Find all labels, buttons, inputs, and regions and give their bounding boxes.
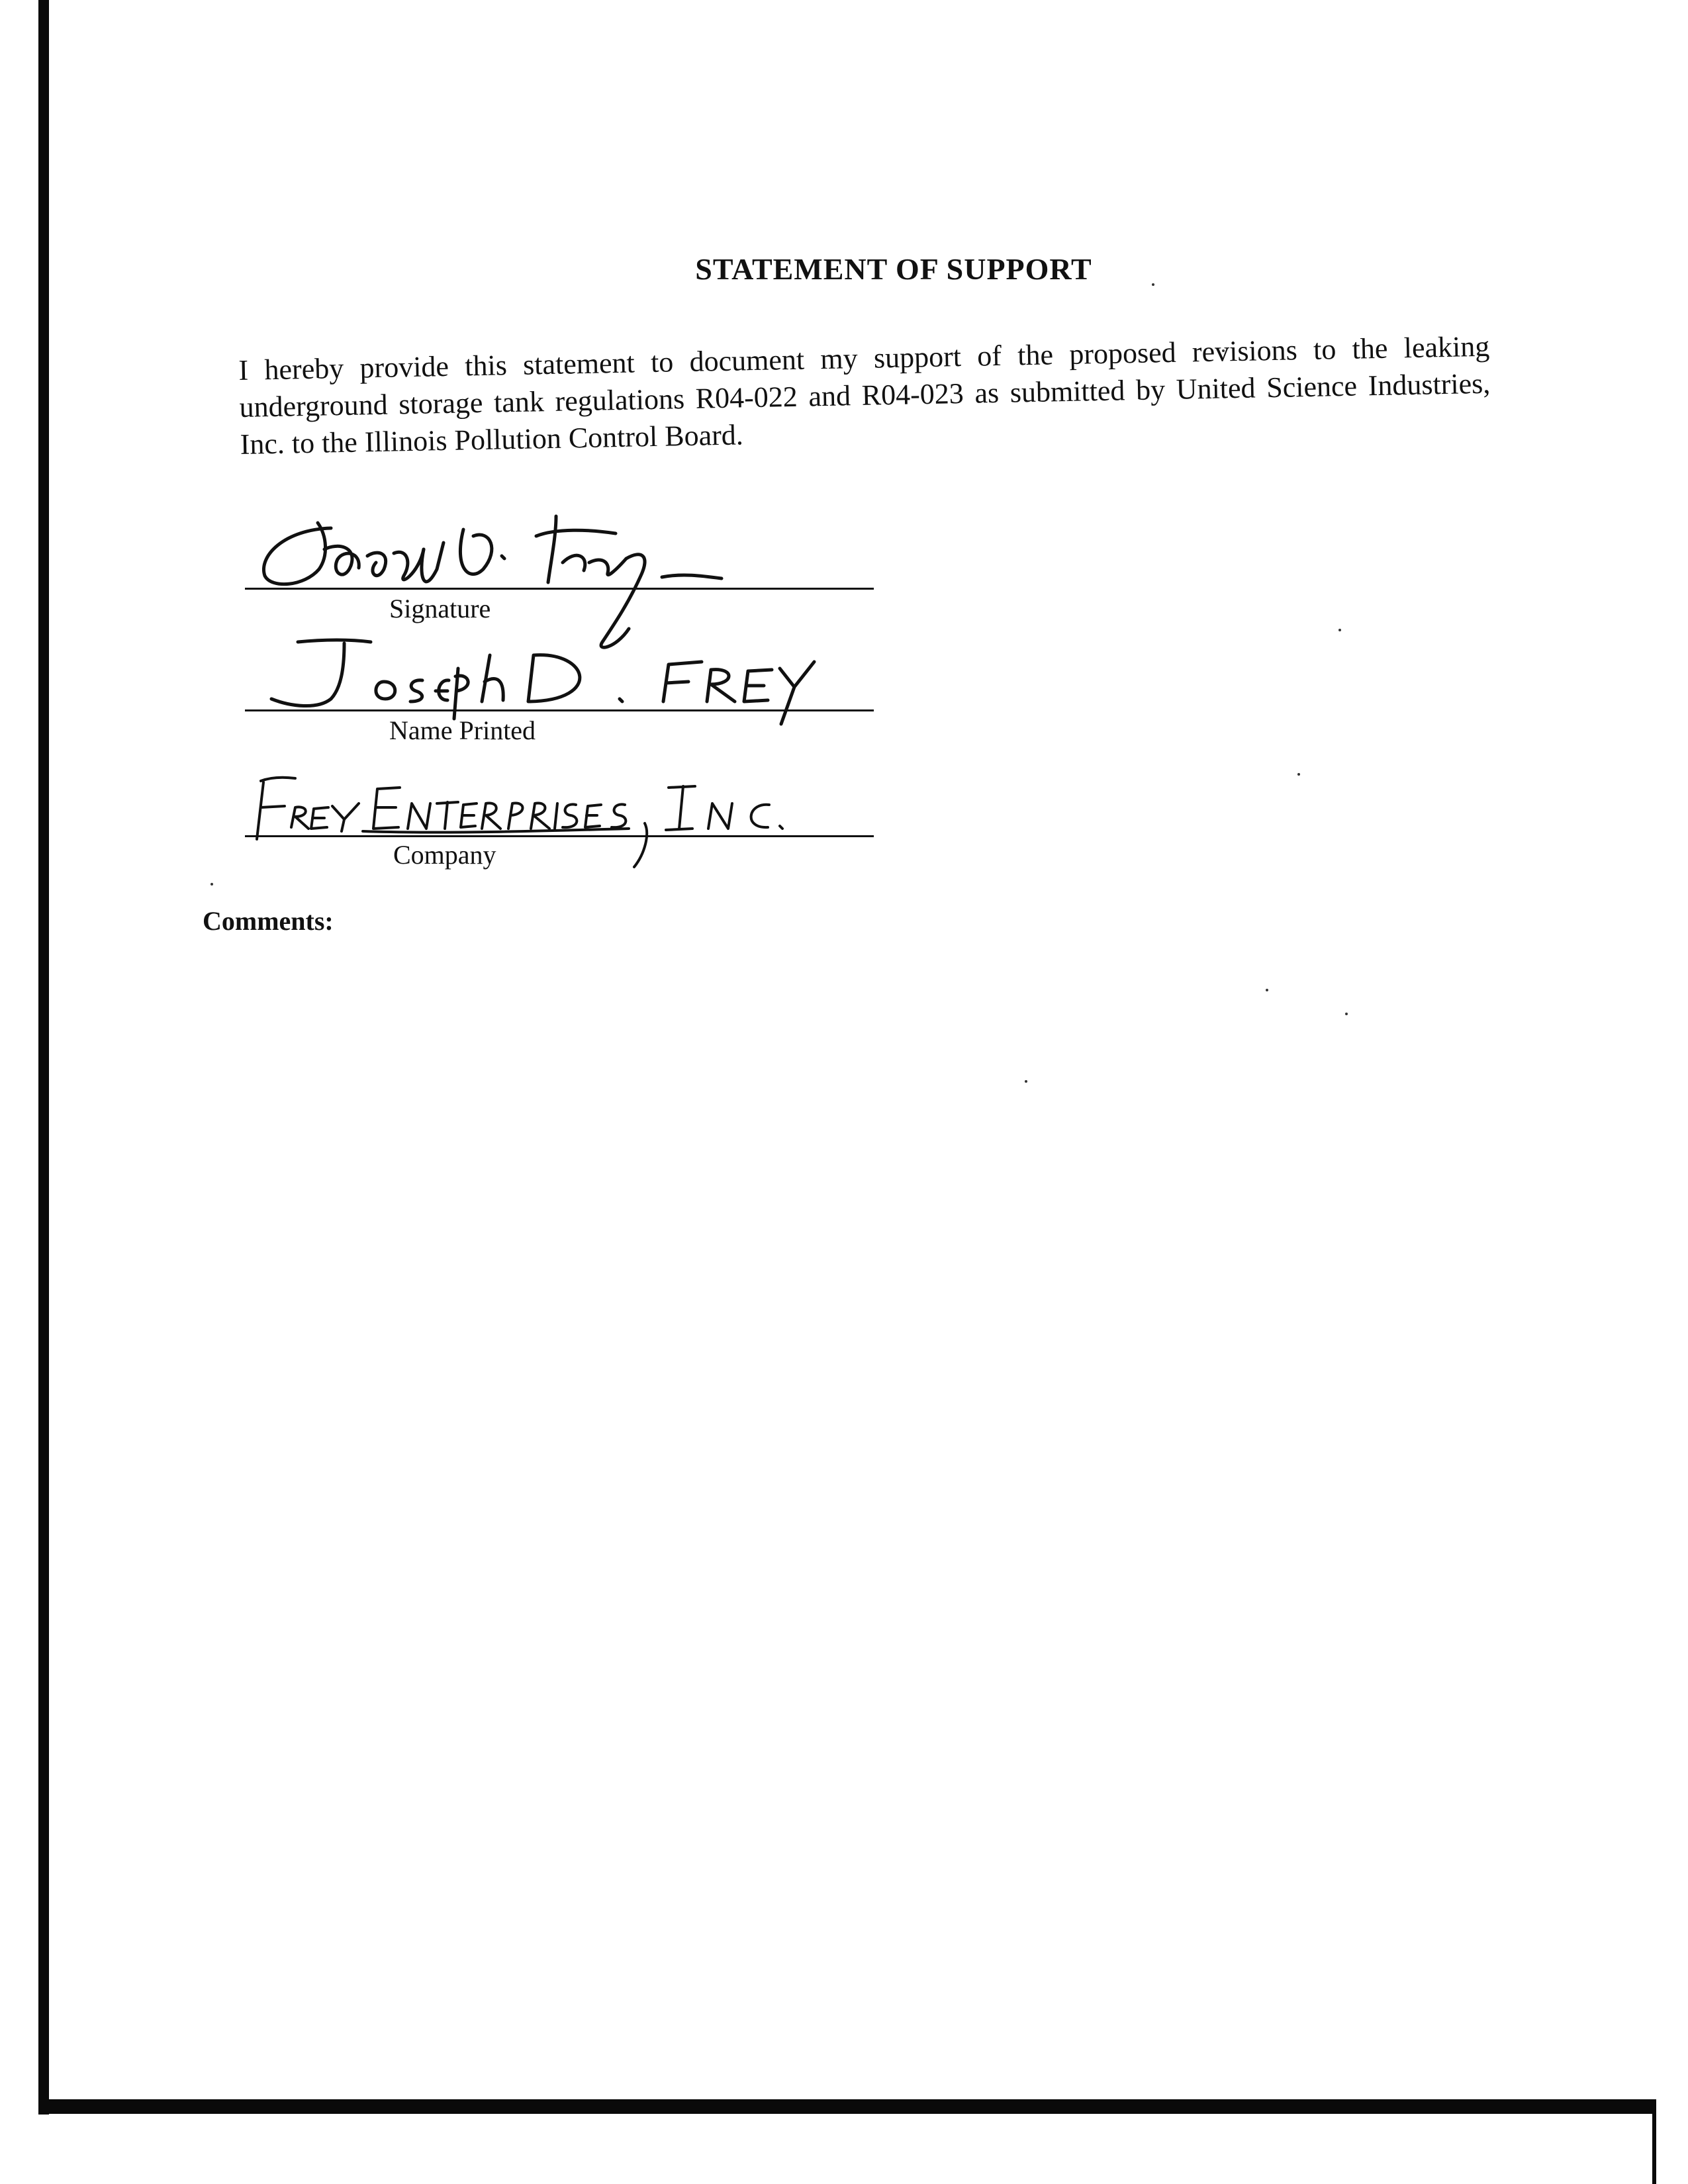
scan-speck <box>1025 1080 1027 1083</box>
scan-border-left <box>38 0 49 2115</box>
signature-line <box>245 588 874 590</box>
company-label: Company <box>393 840 496 870</box>
name-printed-field <box>245 635 874 748</box>
company-field <box>245 768 874 880</box>
scan-speck <box>1338 629 1341 631</box>
scan-speck <box>211 883 213 886</box>
handwritten-company <box>245 768 841 874</box>
handwritten-name <box>245 635 841 728</box>
scan-speck <box>1345 1013 1348 1015</box>
comments-label: Comments: <box>203 906 334 936</box>
scan-border-bottom <box>38 2099 1688 2114</box>
document-title: STATEMENT OF SUPPORT <box>695 252 1092 286</box>
name-line <box>245 709 874 711</box>
scan-speck <box>1297 773 1300 776</box>
statement-body: I hereby provide this statement to document my support of the proposed revisions to the leaking underground storage tank regulations R04-022 and R04-023 as submitted by United Science Industries, Inc. to the Illinois Pollution Control Board. <box>238 330 1491 461</box>
scan-border-corner <box>1652 2099 1688 2184</box>
name-printed-label: Name Printed <box>389 715 536 745</box>
scan-speck <box>1266 989 1268 991</box>
signature-field <box>245 510 874 622</box>
company-line <box>245 835 874 837</box>
signature-label: Signature <box>389 594 491 623</box>
